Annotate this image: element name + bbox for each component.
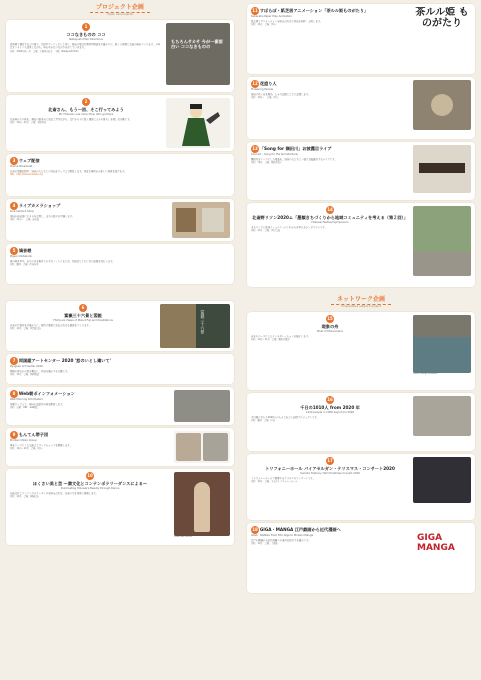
shop-photo	[172, 202, 230, 238]
project-subtitle: Hokusai Festival Symposium	[311, 220, 349, 224]
project-title: すばらぼ・紙芝居アニメーション「茶ルル姫ものがたり」	[259, 8, 369, 13]
project-card-5	[6, 244, 234, 284]
project-subtitle: Concert – Song for the Sumida River	[251, 153, 299, 156]
project-photo	[166, 23, 230, 85]
giga-manga-logo	[413, 526, 471, 566]
project-number: 16	[327, 396, 333, 402]
flower-installation-photo	[413, 80, 471, 130]
project-number: 2	[82, 98, 90, 106]
project-card-8	[6, 387, 234, 425]
project-info: 日時：毎朝 URL：web配信	[10, 406, 39, 410]
project-title: 富嶽三十六景と図説	[64, 312, 102, 318]
project-card-3	[6, 154, 234, 196]
project-title: 北斎野リソン2020ム「墨額きちづくりから地域コミュニティを考える（第２回）」	[252, 215, 408, 220]
projects-title: プロジェクト企画	[90, 4, 150, 13]
project-info: 日時：11月 会場：区内	[251, 23, 276, 27]
project-number: 13	[252, 146, 258, 151]
project-number: 17	[327, 457, 333, 463]
project-number: 9	[10, 431, 18, 439]
project-title: 北斎さん、もう一回、そこ行ってみよう	[48, 106, 124, 112]
project-subtitle: Monten Obiko Group	[10, 438, 37, 442]
project-card-11	[247, 4, 475, 74]
project-card-1	[6, 20, 234, 92]
project-info: 日時：2020年秋〜冬 会場：台東区内ほか 主催：Nakayoshi Hiko	[10, 49, 79, 53]
project-body: 北斎の代表作を手掛かりに、現代の風景と重ね合わせる図説をつくります。	[10, 323, 92, 327]
project-body: 北斎の活動記録や、地域の人たちとの対話をウェブ上で配信します。身近な場所から新しい発見を届けます。	[10, 169, 127, 173]
project-card-10	[6, 469, 234, 545]
project-card-6	[6, 301, 234, 351]
project-subtitle: Web Morning Information	[10, 397, 43, 401]
fuji-print-photo	[160, 304, 230, 348]
project-info: 日時：10月〜11月 会場：隅田川周辺	[251, 338, 290, 342]
project-number: 4	[10, 202, 18, 210]
project-body: トリフォニーホールで開催するクリスマスコンサートです。	[251, 476, 316, 480]
network-card-18	[247, 523, 475, 593]
projects-column	[6, 4, 234, 548]
concert-photo	[413, 457, 471, 503]
project-title: 花盛り人	[259, 81, 277, 86]
print-caption: 富嶽三十六景	[200, 309, 206, 334]
project-info: 日時：10月〜12月 会場：墨田区内	[10, 121, 47, 125]
web-screenshot	[174, 390, 230, 422]
project-number: 10	[87, 472, 93, 478]
giga-manga-logo-text: GIGA MANGA	[417, 532, 455, 553]
project-info: 日時：12月 会場：美術館	[251, 542, 278, 546]
project-title: ほくさい美と芸 〜粛文化とコンテンポラリーダンスによる〜	[32, 480, 148, 486]
project-card-12	[247, 77, 475, 139]
network-card-17	[247, 454, 475, 520]
network-card-15	[247, 312, 475, 390]
project-subtitle: Illuminating Hokusai's Beauty through Dance	[60, 486, 120, 490]
dance-photo	[174, 472, 230, 536]
brochure-page	[6, 4, 475, 676]
project-body: 両国の街なかの窓を舞台に、作品を展示する企画です。	[10, 369, 70, 373]
project-card-4	[6, 199, 234, 241]
project-info: 日時：随時 会場：区内各所	[10, 263, 39, 267]
project-number: 12	[252, 81, 258, 86]
project-body: 帯をテーマにした交流会とワークショップを開催します。	[10, 443, 72, 447]
project-info: 日時：11月 会場：区民会館	[251, 229, 281, 233]
project-title: ウェブ配信	[18, 157, 40, 163]
project-subtitle: GIGA・MANGA From Edo Giga to Modern Manga	[251, 533, 314, 537]
project-number: 8	[10, 390, 18, 398]
project-card-9	[6, 428, 234, 466]
project-subtitle: Flowering People	[251, 88, 274, 91]
photo-caption: もちろんサカサ 今が一番面白い ココなきものの	[171, 38, 223, 49]
project-subtitle: Ryogoku Art Center 2020	[10, 364, 43, 368]
project-title: ココなきものの ココ	[66, 31, 106, 37]
project-body: 隅田川をテーマにした楽曲を、地域の人たちと一緒にお披露目するライブです。	[251, 158, 337, 161]
people-photo	[413, 396, 471, 436]
dance-photo-credit: Photo: Aki Kimura	[174, 535, 192, 538]
project-title: 鳩音帳	[18, 247, 32, 253]
projects-header	[6, 4, 234, 17]
network-header	[247, 296, 475, 309]
project-number: 15	[327, 315, 333, 321]
project-subtitle: Live Camera Shop	[10, 209, 34, 213]
boat-photo-credit: Photo: George Mcnnaled	[413, 372, 438, 375]
project-number: 3	[10, 157, 18, 165]
project-body: 江戸の戯画から近代漫画への流れを紹介する展示です。	[251, 538, 311, 542]
project-subtitle: 1010 people in 1000 days from 2020	[305, 410, 355, 414]
project-body: 鳩の鳴き声や、まちの音を集めて小さなノートにまとめ、参加者とともに音の記憶を共有します。	[10, 259, 115, 263]
project-card-14	[247, 203, 475, 287]
project-body: 地域に咲く花を集め、人々の記憶とともに記録します。	[251, 93, 311, 96]
project-body: 地域の商店街にカメラを設置し、まちの様子を中継します。	[10, 214, 75, 218]
project-info: 日時：11月 会場：両国周辺	[10, 373, 40, 377]
project-subtitle: Subarabo Paper Play Animation	[251, 15, 292, 18]
project-subtitle: Boat of Phenomena	[317, 329, 343, 333]
project-card-7	[6, 354, 234, 384]
project-info: 日時：随時 会場：区内	[251, 419, 276, 423]
project-body: 長時間で運営する会の場で、住民やアーティストと共に、地域の身近な素材や物語を手掛かりに、新しい表現と交流の場をつくります。今年はオンラインも活用しながら、ゆるやかなつながりを育てていきます。	[10, 42, 161, 50]
project-body: 北斎ゆかりの地を、現在の街並みと重ねて歩きながら、江戸から今に続く風景と人々の暮らしを楽しむ企画です。	[10, 117, 132, 121]
boat-photo-wrap	[413, 315, 471, 376]
project-subtitle: Online Broadcast	[10, 164, 33, 168]
project-subtitle: Thirty-six Views of Mount Fuji and Illustrations	[53, 318, 113, 322]
instrument-photo	[413, 145, 471, 193]
project-number: 7	[10, 357, 18, 365]
project-body: まちづくりと地域コミュニティのこれからを考えるシンポジウムです。	[251, 225, 327, 229]
project-subtitle: Nakayoshi Hiko Directions	[69, 37, 103, 41]
project-title: Web朝ポインフォメーション	[18, 390, 75, 396]
project-number: 14	[327, 207, 333, 212]
project-subtitle: Pigeon Notebook	[10, 254, 32, 258]
project-number: 6	[79, 304, 87, 312]
project-link[interactable]: URL：http://www.example.org	[10, 173, 43, 177]
project-card-2	[6, 95, 234, 151]
project-body: 千日間にわたり1010人の人々と出会う記録プロジェクトです。	[251, 415, 320, 419]
project-title: 現象の舟	[321, 323, 339, 329]
project-info: 日時：12月 会場：すみだトリフォニーホール	[251, 480, 298, 484]
project-title: もんてん帯子団	[18, 431, 49, 437]
project-body: 伝統文化とコンテンポラリーダンスを組み合わせ、北斎の美を身体で表現します。	[10, 491, 99, 495]
project-number: 11	[252, 8, 258, 13]
project-info: 日時：10月〜 会場：区内	[251, 96, 278, 100]
dance-photo-wrap	[174, 472, 230, 539]
project-title: ライブカメラショップ	[18, 202, 61, 208]
princess-logo-text: 茶ルル姫 ものがたり	[415, 7, 469, 29]
project-info: 日時：11月〜12月 会場：区内	[10, 447, 42, 451]
network-title: ネットワーク企画	[331, 296, 391, 305]
project-subtitle: Mr. Hokusai, one more time, let's go there	[58, 112, 114, 116]
project-body: 紙芝居とアニメーションを組み合わせた作品を制作・上映します。	[251, 20, 323, 23]
street-photo	[413, 206, 471, 276]
network-card-16	[247, 393, 475, 451]
portrait-photos	[174, 431, 230, 463]
project-info: 日時：12月 会場：図書館ほか	[10, 327, 42, 331]
princess-logo	[413, 7, 471, 57]
projects-subtitle: Open call projects	[107, 12, 133, 17]
project-info: 日時：12月 会場：劇場ほか	[10, 495, 40, 499]
hokusai-figure-illustration	[166, 98, 230, 148]
project-number: 18	[252, 526, 258, 532]
project-card-13	[247, 142, 475, 200]
project-info: 日時：11月〜 会場：商店街	[10, 218, 40, 222]
project-title: GIGA・MANGA 江戸戯画から近代漫画へ	[259, 526, 341, 532]
project-number: 1	[82, 23, 90, 31]
projects-column-right	[247, 4, 475, 596]
project-title: 千日の1010人 from 2020 年	[300, 404, 360, 410]
project-title: 「Song for 隅田川」お披露目ライブ	[259, 146, 332, 151]
project-subtitle: Sumida Triphony Hall Christmas Concert 2020	[300, 471, 360, 475]
project-title: トリフォニーホール バイアセルガン・テリスマス・コンサート2020	[265, 465, 395, 471]
project-info: 日時：12月 会場：隅田川沿い	[251, 161, 283, 165]
project-body: 毎朝ウェブ上で、地域の話題や告知を配信します。	[10, 402, 65, 406]
project-number: 5	[10, 247, 18, 255]
project-body: 舟をモチーフにしたインスタレーションを展示します。	[251, 334, 311, 338]
boat-photo	[413, 315, 471, 373]
project-title: 両国縦アートセンター 2020 '窓のいとし違いて'	[18, 357, 111, 363]
network-subtitle: Cooperative network project	[341, 304, 381, 309]
